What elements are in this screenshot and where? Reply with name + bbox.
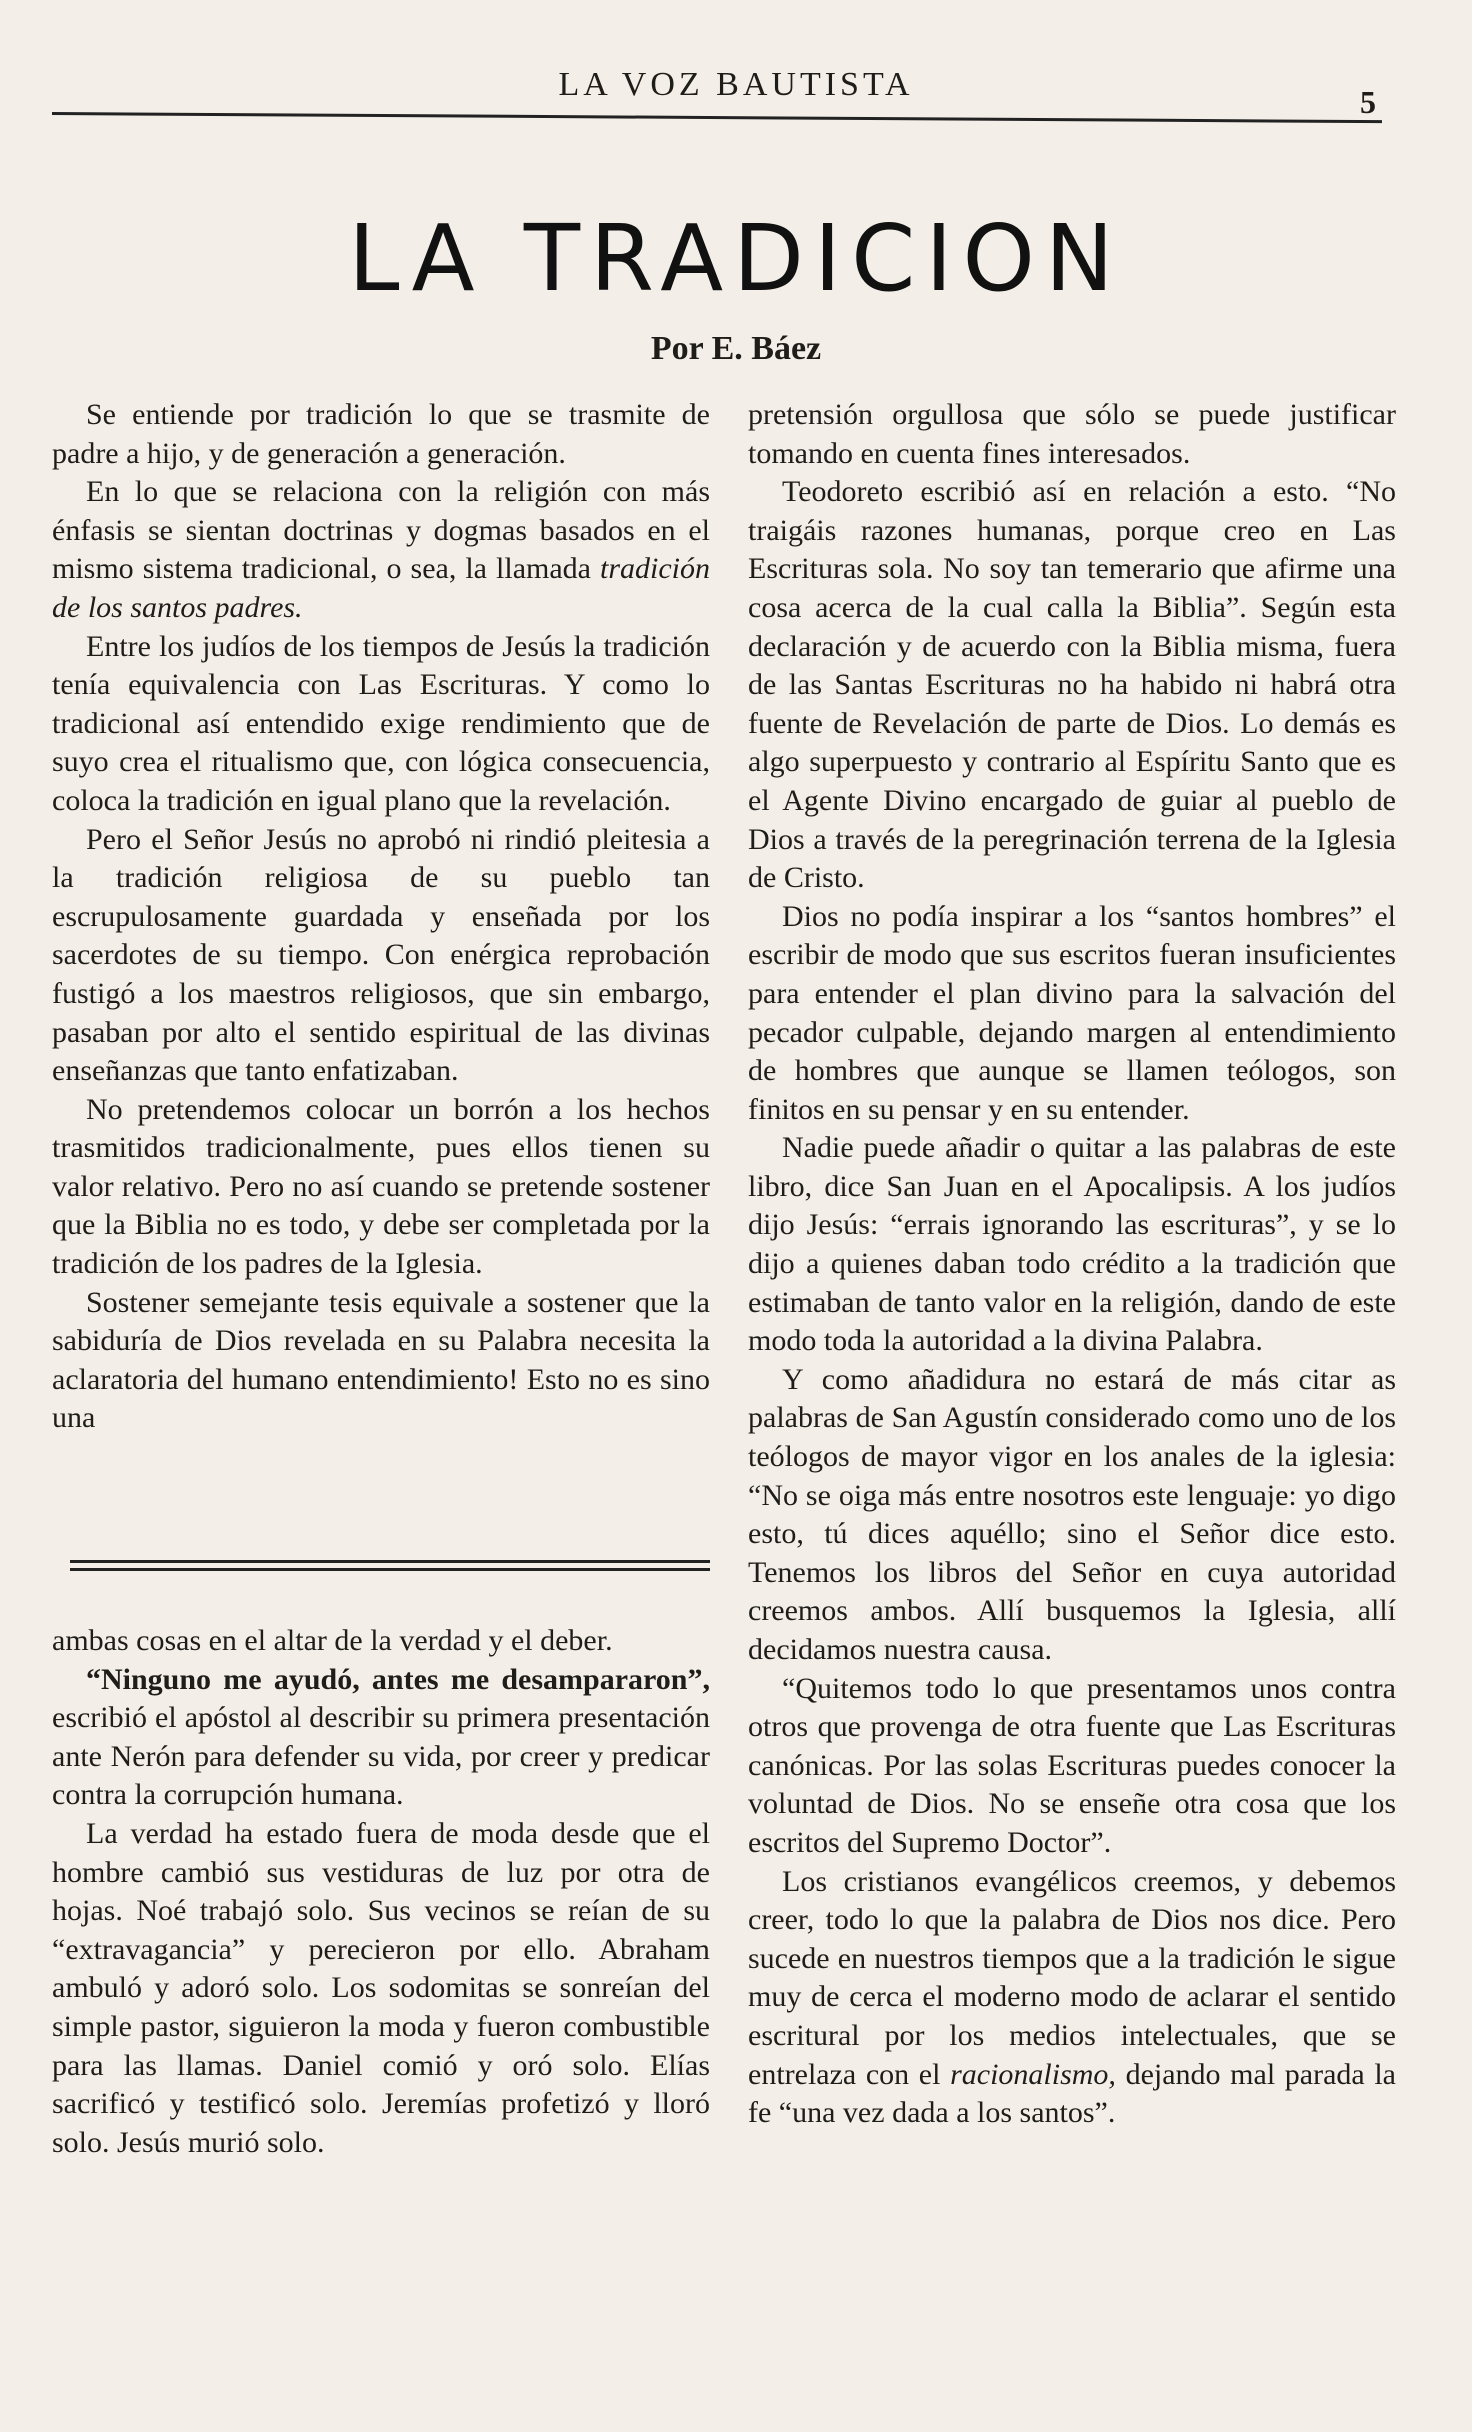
- article-title: LA TRADICION: [348, 205, 1124, 312]
- paragraph: Se entiende por tradición lo que se trasmite de padre a hijo, y de generación a generación.: [52, 398, 710, 470]
- paragraph: No pretendemos colocar un borrón a los hechos trasmitidos tradicionalmente, pues ellos tienen su valor relativo. Pero no así cuando se pretende sostener que la Biblia no es todo, y debe ser completada por la tradición de los padres de la Iglesia.: [52, 1092, 710, 1281]
- paragraph: Sostener semejante tesis equivale a sostener que la sabiduría de Dios revelada en su Palabra necesita la aclaratoria del humano entendimiento! Esto no es sino una: [52, 1285, 710, 1435]
- paragraph-text: dejando mal parada la fe “una vez dada a los santos”.: [748, 2057, 1396, 2130]
- paragraph: Dios no podía inspirar a los “santos hombres” el escribir de modo que sus escritos fueran insuficientes para entender el plan divino para la salvación del pecador culpable, dejando margen al entendimiento de hombres que aunque se llamen teólogos, son finitos en su pensar y en su entender.: [748, 899, 1396, 1126]
- bold-quote: “Ninguno me ayudó, antes me desampararon”,: [86, 1662, 710, 1696]
- paragraph: [52, 473, 710, 627]
- italic-word: racionalismo,: [950, 2057, 1116, 2091]
- right-column: [748, 396, 1396, 2133]
- page-number: 5: [1360, 84, 1376, 120]
- left-column-top: [52, 396, 710, 1438]
- publication-header: LA VOZ BAUTISTA: [558, 66, 914, 103]
- paragraph: [748, 1863, 1396, 2133]
- paragraph: Entre los judíos de los tiempos de Jesús la tradición tenía equivalencia con Las Escrituras. Y como lo tradicional así entendido exige rendimiento que de suyo crea el ritualismo que, con lógica consecuencia, coloca la tradición en igual plano que la revelación.: [52, 629, 710, 817]
- column-divider-rule: [70, 1560, 710, 1563]
- column-divider-rule: [70, 1568, 710, 1571]
- paragraph: “Quitemos todo lo que presentamos unos contra otros que provenga de otra fuente que Las Escrituras canónicas. Por las solas Escrituras puedes conocer la voluntad de Dios. No se enseñe otra cosa que los escritos del Supremo Doctor”.: [748, 1671, 1396, 1859]
- paragraph: Y como añadidura no estará de más citar as palabras de San Agustín considerado como uno de los teólogos de mayor vigor en los anales de la iglesia: “No se oiga más entre nosotros este lenguaje: yo digo esto, tú dices aquéllo; sino el Señor dice esto. Tenemos los libros del Señor en cuya autoridad creemos ambos. Allí busquemos la Iglesia, allí decidamos nuestra causa.: [748, 1362, 1396, 1666]
- paragraph-text: En lo que se relaciona con la religión con más énfasis se sientan doctrinas y dogmas basados en el mismo sistema tradicional, o sea, la llamada: [52, 475, 710, 586]
- paragraph-text: escribió el apóstol al describir su primera presentación ante Nerón para defender su vida, por creer y predicar contra la corrupción humana.: [52, 1701, 710, 1812]
- paragraph: pretensión orgullosa que sólo se puede justificar tomando en cuenta fines interesados.: [748, 398, 1396, 470]
- paragraph: Pero el Señor Jesús no aprobó ni rindió pleitesia a la tradición religiosa de su pueblo tan escrupulosamente guardada y enseñada por los sacerdotes de su tiempo. Con enérgica reprobación fustigó a los maestros religiosos, que sin embargo, pasaban por alto el sentido espiritual de las divinas enseñanzas que tanto enfatizaban.: [52, 822, 710, 1088]
- italic-phrase: tradición de los santos padres.: [52, 552, 710, 624]
- left-column-bottom: [52, 1622, 710, 2162]
- paragraph: [52, 1661, 710, 1815]
- article-byline: Por E. Báez: [650, 330, 822, 367]
- paragraph: Teodoreto escribió así en relación a esto. “No traigáis razones humanas, porque creo en Las Escrituras sola. No soy tan temerario que afirme una cosa acerca de la cual calla la Biblia”. Según esta declaración y de acuerdo con la Biblia misma, fuera de las Santas Escrituras no ha habido ni habrá otra fuente de Revelación de parte de Dios. Lo demás es algo superpuesto y contrario al Espíritu Santo que es el Agente Divino encargado de guiar al pueblo de Dios a través de la peregrinación terrena de la Iglesia de Cristo.: [748, 475, 1396, 895]
- header-rule: [52, 112, 1382, 123]
- paragraph: ambas cosas en el altar de la verdad y el deber.: [52, 1624, 613, 1657]
- paragraph-text: Los cristianos evangélicos creemos, y debemos creer, todo lo que la palabra de Dios nos dice. Pero sucede en nuestros tiempos que a la tradición le sigue muy de cerca el moderno modo de aclarar el sentido escritural por los medios intelectuales, que se entrelaza con el: [748, 1864, 1396, 2091]
- paragraph: La verdad ha estado fuera de moda desde que el hombre cambió sus vestiduras de luz por otra de hojas. Noé trabajó solo. Sus vecinos se reían de su “extravagancia” y perecieron por ello. Abraham ambuló y adoró solo. Los sodomitas se sonreían del simple pastor, siguieron la moda y fueron combustible para las llamas. Daniel comió y oró solo. Elías sacrificó y testificó solo. Jeremías profetizó y lloró solo. Jesús murió solo.: [52, 1816, 710, 2159]
- paragraph: Nadie puede añadir o quitar a las palabras de este libro, dice San Juan en el Apocalipsis. A los judíos dijo Jesús: “errais ignorando las escrituras”, y se lo dijo a quienes daban todo crédito a la tradición que estimaban de tanto valor en la religión, dando de este modo toda la autoridad a la divina Palabra.: [748, 1131, 1396, 1358]
